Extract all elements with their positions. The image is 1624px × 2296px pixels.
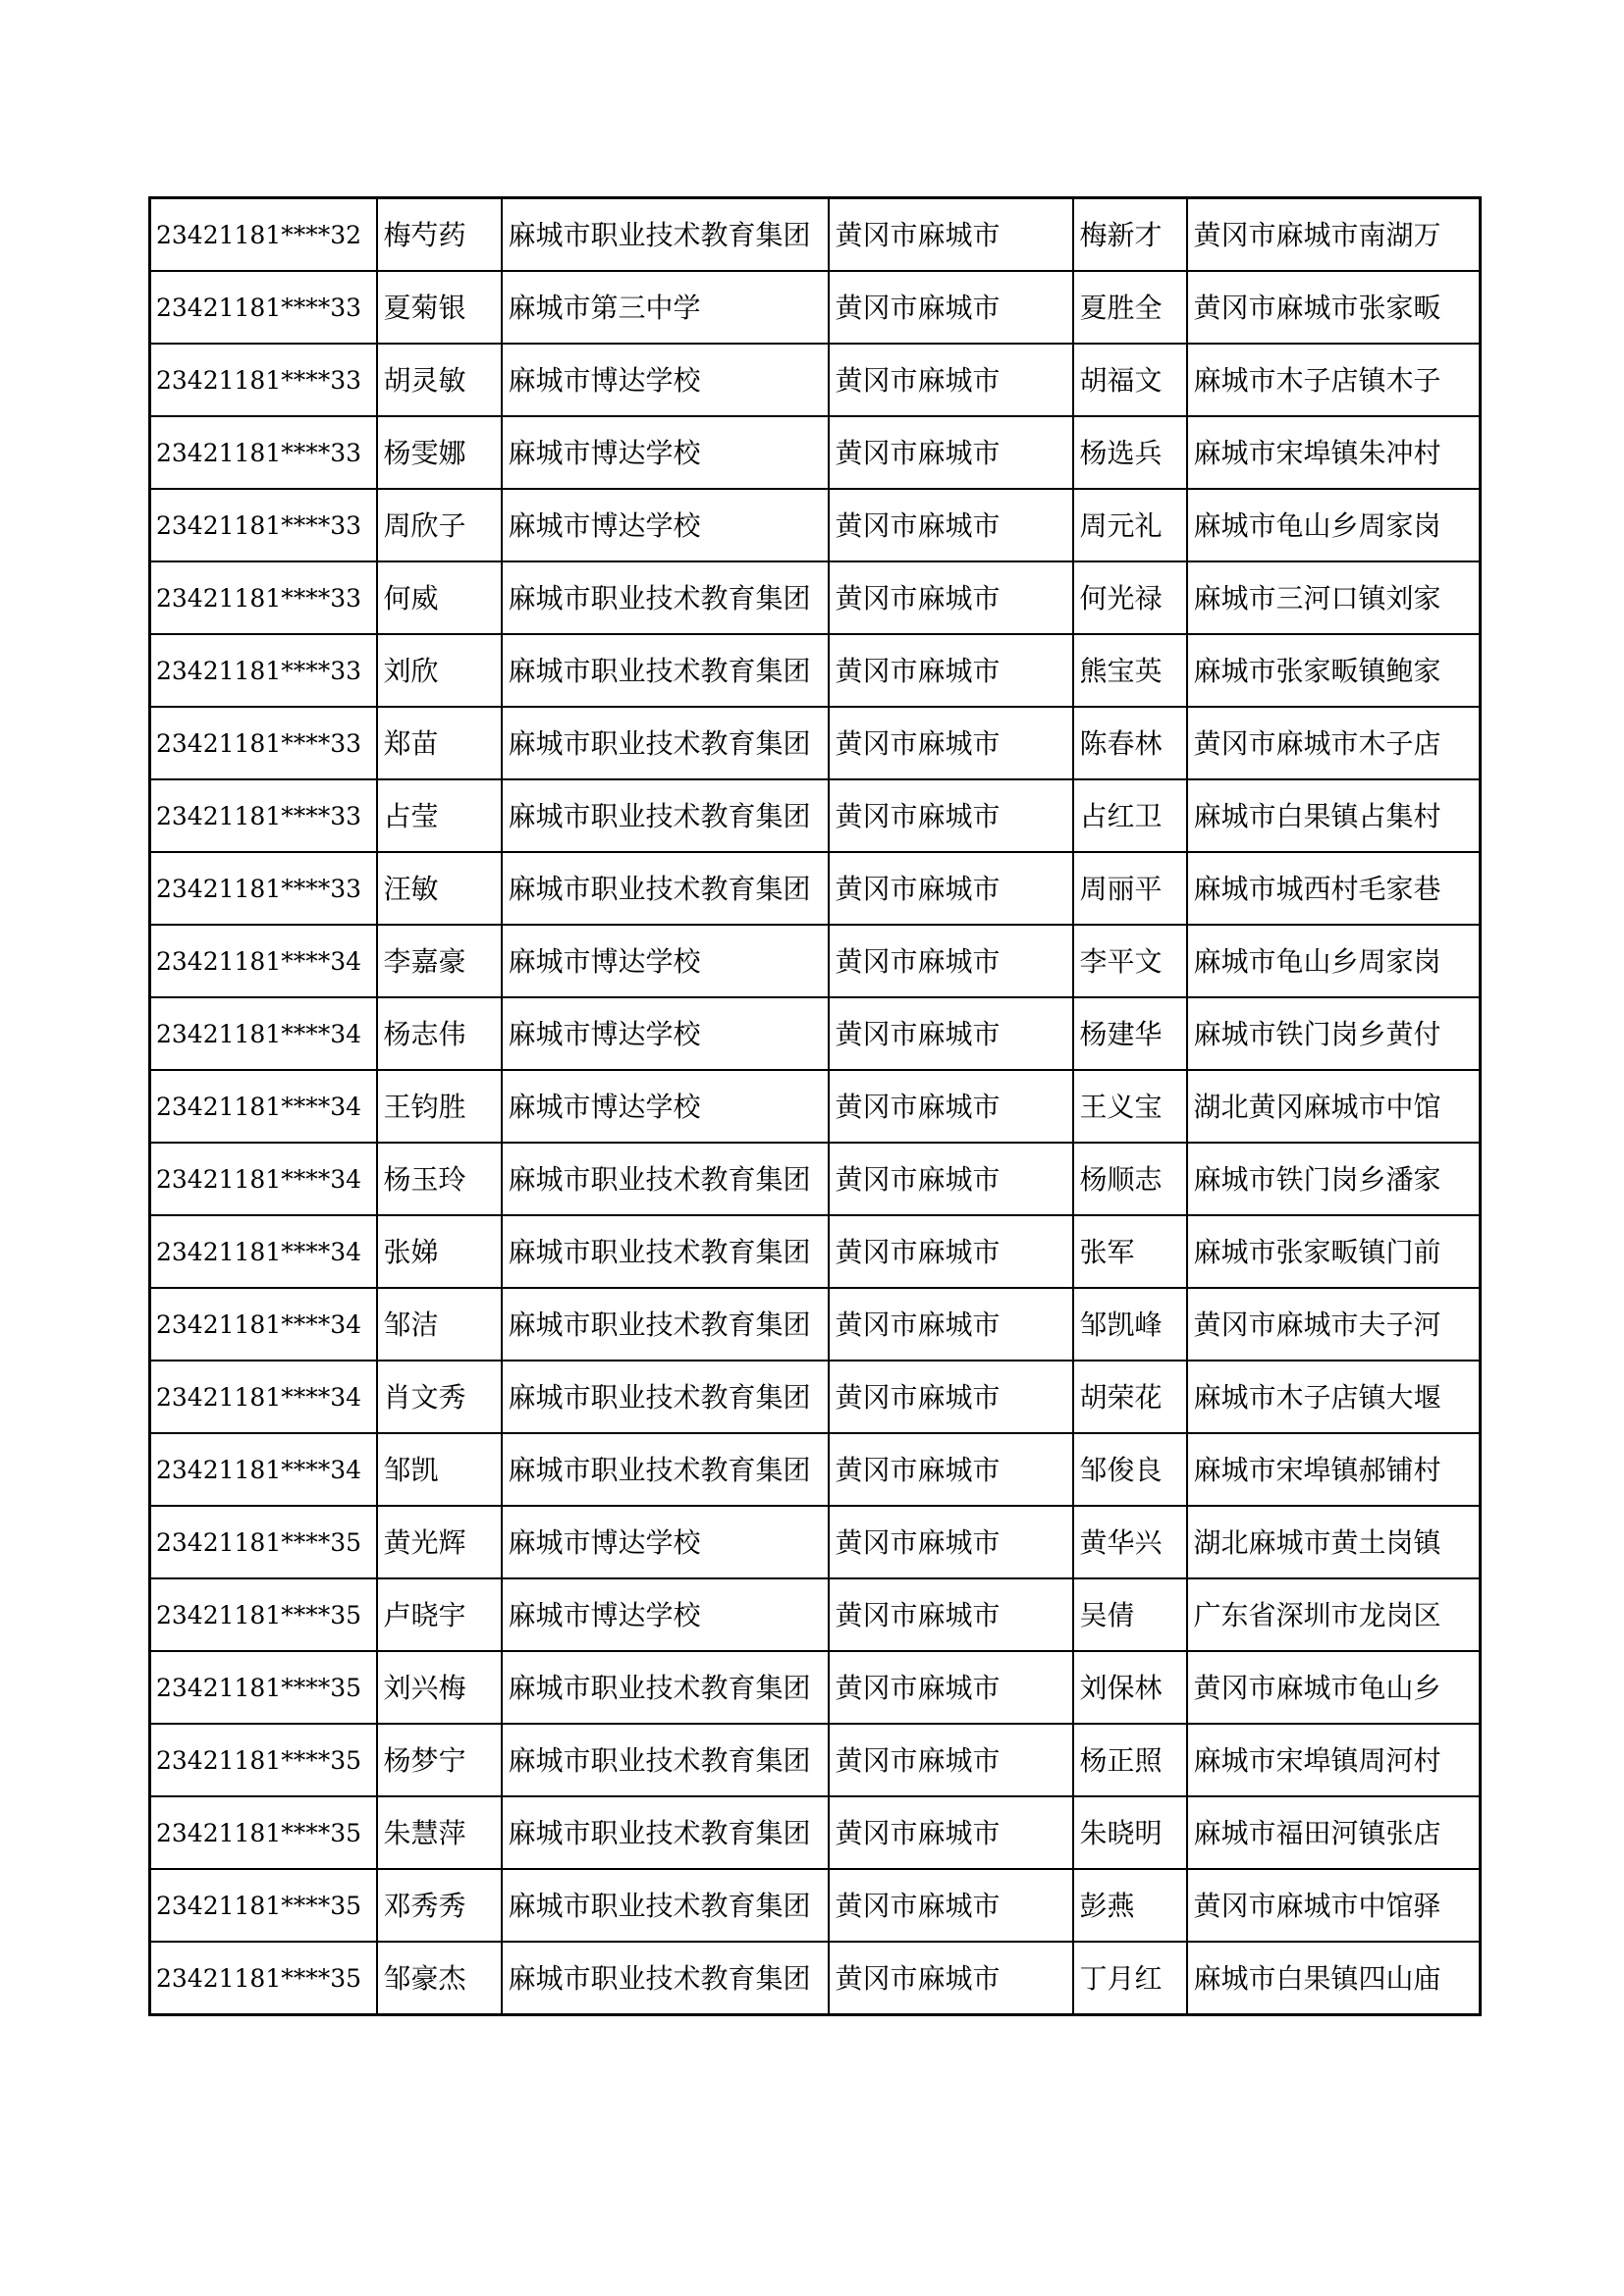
guardian-name-cell: 熊宝英 xyxy=(1073,634,1187,707)
id-number-cell: 23421181****33 xyxy=(150,271,377,344)
student-name-cell: 肖文秀 xyxy=(377,1361,502,1433)
school-cell: 麻城市职业技术教育集团 xyxy=(502,634,829,707)
address-cell: 湖北黄冈麻城市中馆 xyxy=(1187,1070,1481,1143)
guardian-name-cell: 张军 xyxy=(1073,1215,1187,1288)
id-number-cell: 23421181****34 xyxy=(150,1361,377,1433)
region-cell: 黄冈市麻城市 xyxy=(829,1578,1073,1651)
school-cell: 麻城市博达学校 xyxy=(502,489,829,561)
table-row xyxy=(150,1070,1481,1143)
id-number-cell: 23421181****33 xyxy=(150,707,377,779)
table-row xyxy=(150,1215,1481,1288)
school-cell: 麻城市博达学校 xyxy=(502,1578,829,1651)
address-cell: 麻城市白果镇四山庙 xyxy=(1187,1942,1481,2015)
table-row xyxy=(150,779,1481,852)
region-cell: 黄冈市麻城市 xyxy=(829,1506,1073,1578)
address-cell: 黄冈市麻城市木子店 xyxy=(1187,707,1481,779)
id-number-cell: 23421181****34 xyxy=(150,1288,377,1361)
address-cell: 麻城市张家畈镇门前 xyxy=(1187,1215,1481,1288)
address-cell: 麻城市龟山乡周家岗 xyxy=(1187,489,1481,561)
student-name-cell: 何威 xyxy=(377,561,502,634)
student-name-cell: 汪敏 xyxy=(377,852,502,925)
guardian-name-cell: 陈春林 xyxy=(1073,707,1187,779)
region-cell: 黄冈市麻城市 xyxy=(829,1796,1073,1869)
school-cell: 麻城市博达学校 xyxy=(502,1070,829,1143)
table-row xyxy=(150,925,1481,997)
school-cell: 麻城市职业技术教育集团 xyxy=(502,707,829,779)
address-cell: 黄冈市麻城市中馆驿 xyxy=(1187,1869,1481,1942)
table-row xyxy=(150,852,1481,925)
school-cell: 麻城市职业技术教育集团 xyxy=(502,1215,829,1288)
guardian-name-cell: 杨建华 xyxy=(1073,997,1187,1070)
student-records-table xyxy=(148,196,1482,2016)
address-cell: 麻城市木子店镇木子 xyxy=(1187,344,1481,416)
student-name-cell: 杨志伟 xyxy=(377,997,502,1070)
id-number-cell: 23421181****33 xyxy=(150,634,377,707)
table-row xyxy=(150,561,1481,634)
school-cell: 麻城市职业技术教育集团 xyxy=(502,198,829,272)
id-number-cell: 23421181****33 xyxy=(150,779,377,852)
region-cell: 黄冈市麻城市 xyxy=(829,707,1073,779)
address-cell: 黄冈市麻城市夫子河 xyxy=(1187,1288,1481,1361)
table-row xyxy=(150,707,1481,779)
address-cell: 黄冈市麻城市张家畈 xyxy=(1187,271,1481,344)
school-cell: 麻城市第三中学 xyxy=(502,271,829,344)
address-cell: 麻城市龟山乡周家岗 xyxy=(1187,925,1481,997)
region-cell: 黄冈市麻城市 xyxy=(829,997,1073,1070)
guardian-name-cell: 杨选兵 xyxy=(1073,416,1187,489)
id-number-cell: 23421181****33 xyxy=(150,852,377,925)
table-row xyxy=(150,634,1481,707)
address-cell: 广东省深圳市龙岗区 xyxy=(1187,1578,1481,1651)
guardian-name-cell: 吴倩 xyxy=(1073,1578,1187,1651)
address-cell: 麻城市铁门岗乡黄付 xyxy=(1187,997,1481,1070)
guardian-name-cell: 丁月红 xyxy=(1073,1942,1187,2015)
guardian-name-cell: 李平文 xyxy=(1073,925,1187,997)
school-cell: 麻城市职业技术教育集团 xyxy=(502,1796,829,1869)
table-row xyxy=(150,1942,1481,2015)
student-name-cell: 卢晓宇 xyxy=(377,1578,502,1651)
address-cell: 黄冈市麻城市南湖万 xyxy=(1187,198,1481,272)
region-cell: 黄冈市麻城市 xyxy=(829,1942,1073,2015)
table-row xyxy=(150,271,1481,344)
student-name-cell: 刘欣 xyxy=(377,634,502,707)
address-cell: 麻城市宋埠镇朱冲村 xyxy=(1187,416,1481,489)
table-row xyxy=(150,1724,1481,1796)
student-name-cell: 邹豪杰 xyxy=(377,1942,502,2015)
id-number-cell: 23421181****35 xyxy=(150,1506,377,1578)
id-number-cell: 23421181****35 xyxy=(150,1651,377,1724)
student-name-cell: 朱慧萍 xyxy=(377,1796,502,1869)
table-row xyxy=(150,1506,1481,1578)
table-row xyxy=(150,1578,1481,1651)
table-row xyxy=(150,489,1481,561)
student-name-cell: 胡灵敏 xyxy=(377,344,502,416)
student-name-cell: 邓秀秀 xyxy=(377,1869,502,1942)
table-row xyxy=(150,1651,1481,1724)
region-cell: 黄冈市麻城市 xyxy=(829,416,1073,489)
address-cell: 麻城市城西村毛家巷 xyxy=(1187,852,1481,925)
student-name-cell: 占莹 xyxy=(377,779,502,852)
table-row xyxy=(150,1288,1481,1361)
id-number-cell: 23421181****34 xyxy=(150,1143,377,1215)
school-cell: 麻城市博达学校 xyxy=(502,416,829,489)
student-name-cell: 周欣子 xyxy=(377,489,502,561)
guardian-name-cell: 胡福文 xyxy=(1073,344,1187,416)
student-name-cell: 黄光辉 xyxy=(377,1506,502,1578)
region-cell: 黄冈市麻城市 xyxy=(829,925,1073,997)
guardian-name-cell: 邹俊良 xyxy=(1073,1433,1187,1506)
guardian-name-cell: 胡荣花 xyxy=(1073,1361,1187,1433)
school-cell: 麻城市职业技术教育集团 xyxy=(502,779,829,852)
guardian-name-cell: 何光禄 xyxy=(1073,561,1187,634)
region-cell: 黄冈市麻城市 xyxy=(829,561,1073,634)
id-number-cell: 23421181****35 xyxy=(150,1942,377,2015)
school-cell: 麻城市博达学校 xyxy=(502,344,829,416)
student-name-cell: 李嘉豪 xyxy=(377,925,502,997)
school-cell: 麻城市职业技术教育集团 xyxy=(502,1942,829,2015)
address-cell: 麻城市铁门岗乡潘家 xyxy=(1187,1143,1481,1215)
table-row xyxy=(150,1869,1481,1942)
student-name-cell: 邹洁 xyxy=(377,1288,502,1361)
id-number-cell: 23421181****33 xyxy=(150,489,377,561)
table-row xyxy=(150,198,1481,272)
id-number-cell: 23421181****34 xyxy=(150,1070,377,1143)
school-cell: 麻城市博达学校 xyxy=(502,1506,829,1578)
id-number-cell: 23421181****35 xyxy=(150,1869,377,1942)
guardian-name-cell: 邹凯峰 xyxy=(1073,1288,1187,1361)
student-name-cell: 杨梦宁 xyxy=(377,1724,502,1796)
guardian-name-cell: 杨顺志 xyxy=(1073,1143,1187,1215)
guardian-name-cell: 占红卫 xyxy=(1073,779,1187,852)
guardian-name-cell: 杨正照 xyxy=(1073,1724,1187,1796)
id-number-cell: 23421181****35 xyxy=(150,1578,377,1651)
school-cell: 麻城市职业技术教育集团 xyxy=(502,852,829,925)
student-name-cell: 杨玉玲 xyxy=(377,1143,502,1215)
address-cell: 黄冈市麻城市龟山乡 xyxy=(1187,1651,1481,1724)
table-row xyxy=(150,416,1481,489)
guardian-name-cell: 彭燕 xyxy=(1073,1869,1187,1942)
student-name-cell: 邹凯 xyxy=(377,1433,502,1506)
address-cell: 湖北麻城市黄土岗镇 xyxy=(1187,1506,1481,1578)
region-cell: 黄冈市麻城市 xyxy=(829,1215,1073,1288)
id-number-cell: 23421181****35 xyxy=(150,1796,377,1869)
region-cell: 黄冈市麻城市 xyxy=(829,779,1073,852)
region-cell: 黄冈市麻城市 xyxy=(829,1070,1073,1143)
school-cell: 麻城市职业技术教育集团 xyxy=(502,1433,829,1506)
address-cell: 麻城市福田河镇张店 xyxy=(1187,1796,1481,1869)
student-name-cell: 张娣 xyxy=(377,1215,502,1288)
id-number-cell: 23421181****35 xyxy=(150,1724,377,1796)
region-cell: 黄冈市麻城市 xyxy=(829,1433,1073,1506)
address-cell: 麻城市木子店镇大堰 xyxy=(1187,1361,1481,1433)
address-cell: 麻城市宋埠镇郝铺村 xyxy=(1187,1433,1481,1506)
guardian-name-cell: 周丽平 xyxy=(1073,852,1187,925)
guardian-name-cell: 黄华兴 xyxy=(1073,1506,1187,1578)
id-number-cell: 23421181****34 xyxy=(150,1215,377,1288)
student-name-cell: 夏菊银 xyxy=(377,271,502,344)
school-cell: 麻城市博达学校 xyxy=(502,997,829,1070)
school-cell: 麻城市博达学校 xyxy=(502,925,829,997)
guardian-name-cell: 刘保林 xyxy=(1073,1651,1187,1724)
school-cell: 麻城市职业技术教育集团 xyxy=(502,561,829,634)
id-number-cell: 23421181****34 xyxy=(150,925,377,997)
region-cell: 黄冈市麻城市 xyxy=(829,1288,1073,1361)
region-cell: 黄冈市麻城市 xyxy=(829,852,1073,925)
region-cell: 黄冈市麻城市 xyxy=(829,271,1073,344)
region-cell: 黄冈市麻城市 xyxy=(829,1651,1073,1724)
id-number-cell: 23421181****34 xyxy=(150,997,377,1070)
guardian-name-cell: 夏胜全 xyxy=(1073,271,1187,344)
id-number-cell: 23421181****33 xyxy=(150,416,377,489)
student-name-cell: 刘兴梅 xyxy=(377,1651,502,1724)
student-name-cell: 梅芍药 xyxy=(377,198,502,272)
school-cell: 麻城市职业技术教育集团 xyxy=(502,1651,829,1724)
region-cell: 黄冈市麻城市 xyxy=(829,489,1073,561)
school-cell: 麻城市职业技术教育集团 xyxy=(502,1724,829,1796)
school-cell: 麻城市职业技术教育集团 xyxy=(502,1143,829,1215)
id-number-cell: 23421181****32 xyxy=(150,198,377,272)
student-name-cell: 王钧胜 xyxy=(377,1070,502,1143)
region-cell: 黄冈市麻城市 xyxy=(829,1869,1073,1942)
id-number-cell: 23421181****34 xyxy=(150,1433,377,1506)
region-cell: 黄冈市麻城市 xyxy=(829,344,1073,416)
student-name-cell: 杨雯娜 xyxy=(377,416,502,489)
school-cell: 麻城市职业技术教育集团 xyxy=(502,1869,829,1942)
address-cell: 麻城市三河口镇刘家 xyxy=(1187,561,1481,634)
region-cell: 黄冈市麻城市 xyxy=(829,1361,1073,1433)
guardian-name-cell: 周元礼 xyxy=(1073,489,1187,561)
school-cell: 麻城市职业技术教育集团 xyxy=(502,1288,829,1361)
table-row xyxy=(150,344,1481,416)
address-cell: 麻城市张家畈镇鲍家 xyxy=(1187,634,1481,707)
school-cell: 麻城市职业技术教育集团 xyxy=(502,1361,829,1433)
student-name-cell: 郑苗 xyxy=(377,707,502,779)
id-number-cell: 23421181****33 xyxy=(150,344,377,416)
region-cell: 黄冈市麻城市 xyxy=(829,1143,1073,1215)
id-number-cell: 23421181****33 xyxy=(150,561,377,634)
address-cell: 麻城市宋埠镇周河村 xyxy=(1187,1724,1481,1796)
table-row xyxy=(150,1361,1481,1433)
region-cell: 黄冈市麻城市 xyxy=(829,1724,1073,1796)
guardian-name-cell: 朱晓明 xyxy=(1073,1796,1187,1869)
region-cell: 黄冈市麻城市 xyxy=(829,198,1073,272)
table-row xyxy=(150,1143,1481,1215)
table-row xyxy=(150,1433,1481,1506)
table-row xyxy=(150,997,1481,1070)
address-cell: 麻城市白果镇占集村 xyxy=(1187,779,1481,852)
region-cell: 黄冈市麻城市 xyxy=(829,634,1073,707)
guardian-name-cell: 梅新才 xyxy=(1073,198,1187,272)
guardian-name-cell: 王义宝 xyxy=(1073,1070,1187,1143)
table-row xyxy=(150,1796,1481,1869)
table-body xyxy=(150,198,1481,2015)
